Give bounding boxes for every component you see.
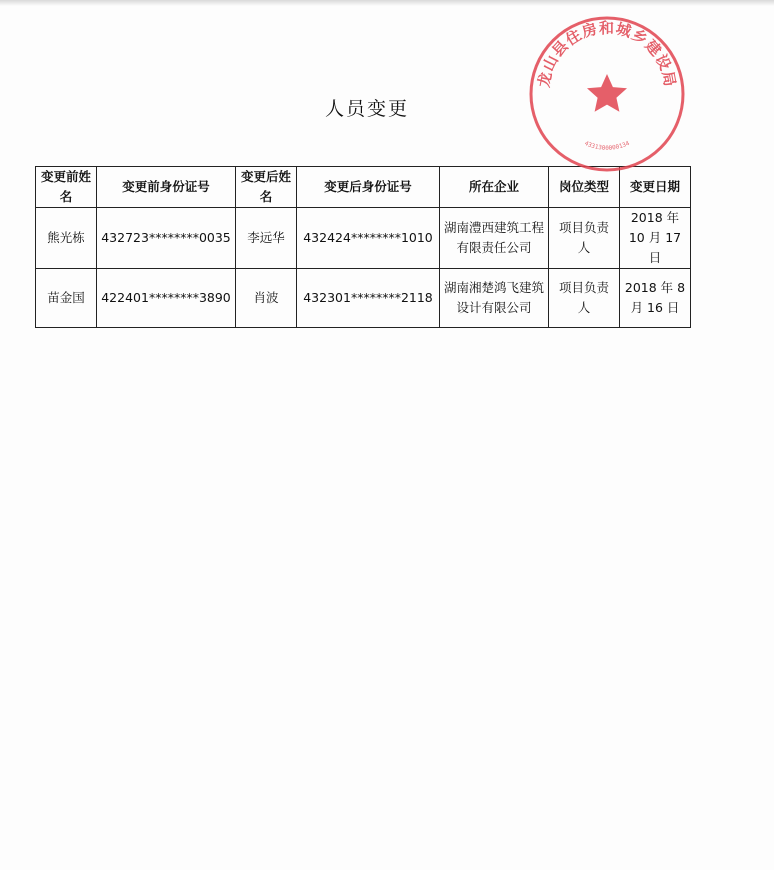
seal-code: 4331300000134 xyxy=(583,139,631,152)
header-date: 变更日期 xyxy=(620,167,691,208)
page-title: 人员变更 xyxy=(324,98,409,120)
cell-before-id: 432723********0035 xyxy=(97,208,236,269)
cell-company: 湖南湘楚鸿飞建筑设计有限公司 xyxy=(440,269,549,328)
header-position: 岗位类型 xyxy=(549,167,620,208)
header-before-id: 变更前身份证号 xyxy=(97,167,236,208)
cell-after-name: 李远华 xyxy=(236,208,297,269)
header-company: 所在企业 xyxy=(440,167,549,208)
header-after-name: 变更后姓名 xyxy=(236,167,297,208)
header-before-name: 变更前姓名 xyxy=(36,167,97,208)
scan-edge xyxy=(0,0,774,6)
personnel-change-table xyxy=(35,166,691,328)
cell-after-name: 肖波 xyxy=(236,269,297,328)
official-seal xyxy=(527,14,687,174)
cell-after-id: 432424********1010 xyxy=(297,208,440,269)
cell-company: 湖南澧西建筑工程有限责任公司 xyxy=(440,208,549,269)
cell-before-id: 422401********3890 xyxy=(97,269,236,328)
table-row xyxy=(36,269,691,328)
cell-position: 项目负责人 xyxy=(549,208,620,269)
header-after-id: 变更后身份证号 xyxy=(297,167,440,208)
cell-date: 2018 年 8 月 16 日 xyxy=(620,269,691,328)
seal-star-icon xyxy=(587,74,627,112)
cell-date: 2018 年 10 月 17 日 xyxy=(620,208,691,269)
seal-text: 龙山县住房和城乡建设局 xyxy=(534,18,680,89)
cell-position: 项目负责人 xyxy=(549,269,620,328)
cell-before-name: 苗金国 xyxy=(36,269,97,328)
cell-after-id: 432301********2118 xyxy=(297,269,440,328)
cell-before-name: 熊光栋 xyxy=(36,208,97,269)
table-row xyxy=(36,208,691,269)
